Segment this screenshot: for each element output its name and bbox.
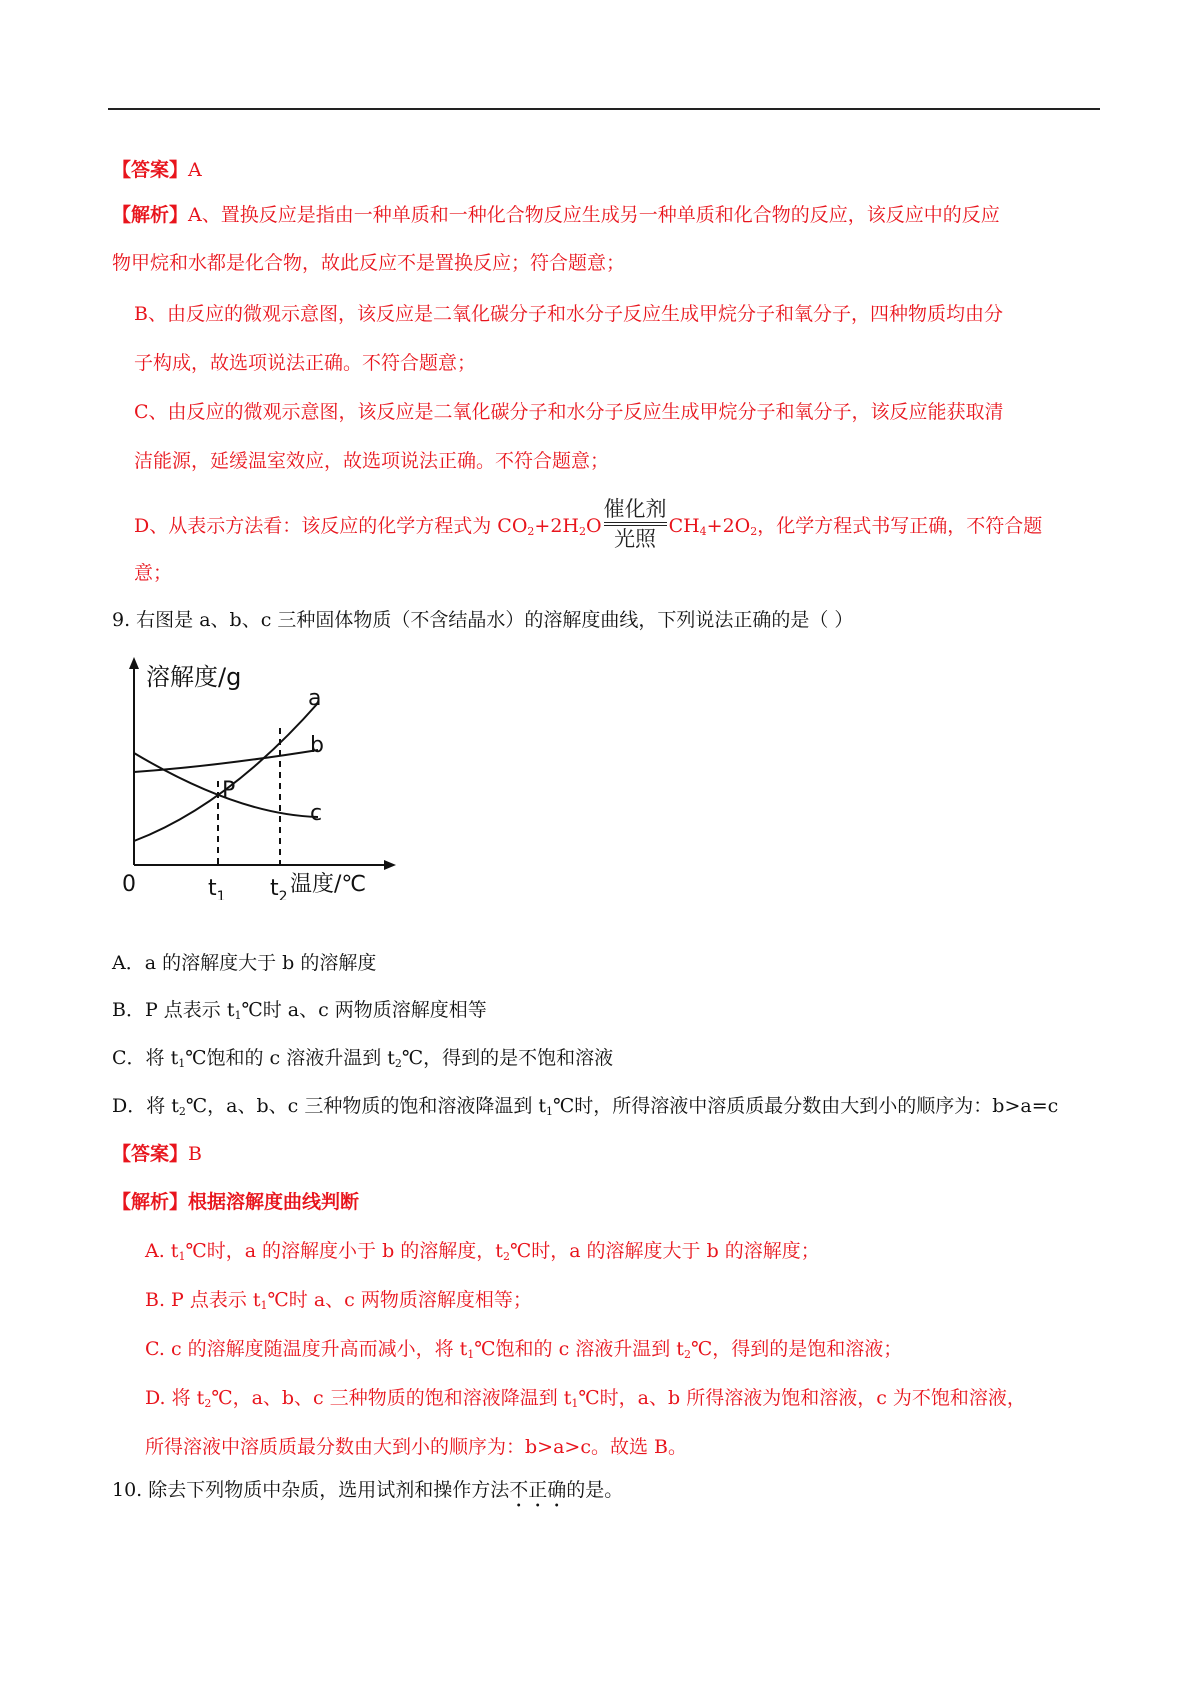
equation-condition: [604, 497, 667, 551]
curve-a-label: a: [308, 686, 322, 711]
analysis-d-text: D、从表示方法看：该反应的化学方程式为: [134, 515, 498, 537]
q8-analysis-c-line1: C、由反应的微观示意图，该反应是二氧化碳分子和水分子反应生成甲烷分子和氧分子，该反应能获取清: [134, 401, 1004, 423]
analysis-text: A、置换反应是指由一种单质和一种化合物反应生成另一种单质和化合物的反应，该反应中的反应: [188, 204, 1000, 226]
equation-reactants: $CO_2+2H_2O$: [497, 515, 602, 538]
x-axis-arrow: [384, 860, 396, 870]
q9-analysis-d-line2: 所得溶液中溶质质最分数由大到小的顺序为：b>a>c。故选 B。: [145, 1436, 687, 1458]
analysis-label: 【解析】: [112, 204, 189, 226]
t2-tick-label: $t_2$: [270, 876, 288, 900]
origin-label: 0: [122, 872, 136, 897]
q8-analysis-b-line1: B、由反应的微观示意图，该反应是二氧化碳分子和水分子反应生成甲烷分子和氧分子，四种物质均由分: [134, 303, 1003, 325]
curve-a: [134, 703, 318, 841]
q9-option-c: C．将 $t_1℃$饱和的 c 溶液升温到 $t_2℃$，得到的是不饱和溶液: [112, 1047, 614, 1070]
curve-b-label: b: [310, 733, 324, 758]
catalyst-label: 催化剂: [603, 497, 667, 521]
q9-analysis-b: B. P 点表示 $t_1℃$时 a、c 两物质溶解度相等；: [145, 1289, 532, 1312]
y-axis-arrow: [129, 657, 139, 669]
t1-tick-label: $t_1$: [208, 876, 226, 900]
q9-analysis-c: C. c 的溶解度随温度升高而减小，将 $t_1℃$饱和的 c 溶液升温到 $t_2℃$，得到的是饱和溶液；: [145, 1338, 903, 1361]
light-label: 光照: [614, 527, 657, 551]
q10-stem: 10. 除去下列物质中杂质，选用试剂和操作方法不正确的是。: [112, 1479, 624, 1501]
answer-label: 【答案】: [112, 1143, 189, 1165]
equals-sign: [604, 522, 667, 526]
header-rule: [108, 108, 1100, 110]
q9-analysis-intro: [112, 1188, 359, 1216]
q9-stem: 9. 右图是 a、b、c 三种固体物质（不含结晶水）的溶解度曲线，下列说法正确的是（ ）: [112, 609, 854, 631]
analysis-intro-text: 根据溶解度曲线判断: [188, 1191, 360, 1213]
curve-c-label: c: [310, 801, 323, 826]
q8-analysis-a-line2: 物甲烷和水都是化合物，故此反应不是置换反应；符合题意；: [112, 252, 626, 274]
point-p-label: P: [222, 778, 236, 803]
solubility-curve-figure: [118, 655, 408, 900]
answer-label: 【答案】: [112, 159, 189, 181]
answer-value: A: [188, 159, 202, 181]
q8-analysis-a-line1: [112, 201, 1000, 229]
q9-option-b: B．P 点表示 $t_1℃$时 a、c 两物质溶解度相等: [112, 999, 487, 1022]
q8-answer: [112, 156, 202, 184]
y-axis-label: 溶解度/g: [146, 663, 242, 691]
q8-analysis-d-line2: 意；: [134, 562, 173, 584]
q9-answer: [112, 1140, 202, 1168]
q9-option-d: D．将 $t_2℃$，a、b、c 三种物质的饱和溶液降温到 $t_1℃$时，所得溶液中溶质质最分数由大到小的顺序为：b>a=c: [112, 1095, 1059, 1118]
q8-analysis-b-line2: 子构成，故选项说法正确。不符合题意；: [134, 352, 477, 374]
q9-option-a: A．a 的溶解度大于 b 的溶解度: [112, 952, 377, 974]
q8-analysis-c-line2: 洁能源，延缓温室效应，故选项说法正确。不符合题意；: [134, 450, 610, 472]
q9-analysis-d-line1: D. 将 $t_2℃$，a、b、c 三种物质的饱和溶液降温到 $t_1℃$时，a、b 所得溶液为饱和溶液，c 为不饱和溶液，: [145, 1387, 1026, 1410]
q8-analysis-d-line1: [134, 496, 1042, 562]
q9-analysis-a: A. $t_1℃$时，a 的溶解度小于 b 的溶解度，$t_2℃$时，a 的溶解度大于 b 的溶解度；: [145, 1240, 820, 1263]
x-axis-label: 温度/℃: [290, 872, 367, 897]
equation-products: $CH_4+2O_2$: [668, 515, 758, 538]
analysis-d-text-end: ，化学方程式书写正确，不符合题: [757, 515, 1043, 537]
analysis-label: 【解析】: [112, 1191, 189, 1213]
answer-value: B: [188, 1143, 202, 1165]
emphasis-not-correct: 不正确: [509, 1479, 567, 1501]
